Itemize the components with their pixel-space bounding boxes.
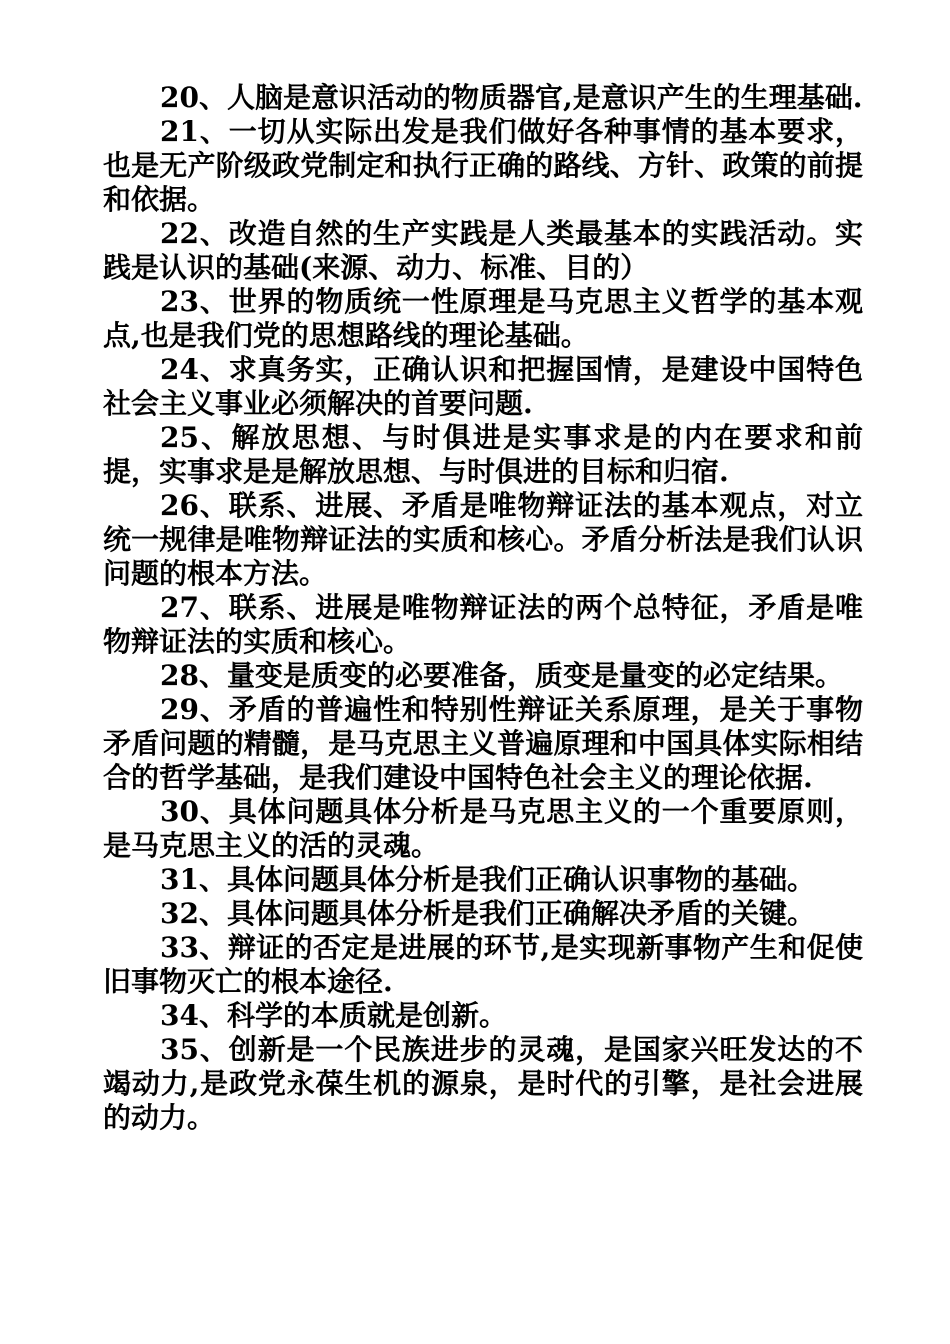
paragraph-29: 29、矛盾的普遍性和特别性辩证关系原理，是关于事物矛盾问题的精髓，是马克思主义普遍原理和中国具体实际相结合的哲学基础，是我们建设中国特色社会主义的理论依据. (103, 693, 863, 794)
paragraph-26: 26、联系、进展、矛盾是唯物辩证法的基本观点，对立统一规律是唯物辩证法的实质和核心。矛盾分析法是我们认识问题的根本方法。 (103, 489, 863, 590)
paragraph-34: 34、科学的本质就是创新。 (160, 999, 507, 1032)
paragraph-30: 30、具体问题具体分析是马克思主义的一个重要原则，是马克思主义的活的灵魂。 (103, 795, 863, 862)
paragraph-35: 35、创新是一个民族进步的灵魂，是国家兴旺发达的不竭动力,是政党永葆生机的源泉，是时代的引擎，是社会进展的动力。 (103, 1033, 863, 1134)
paragraph-20: 20、人脑是意识活动的物质器官,是意识产生的生理基础. (160, 81, 863, 114)
document-body (103, 81, 863, 1135)
paragraph-21: 21、一切从实际出发是我们做好各种事情的基本要求，也是无产阶级政党制定和执行正确的路线、方针、政策的前提和依据。 (103, 115, 863, 216)
paragraph-27: 27、联系、进展是唯物辩证法的两个总特征，矛盾是唯物辩证法的实质和核心。 (103, 591, 863, 658)
paragraph-33: 33、辩证的否定是进展的环节,是实现新事物产生和促使旧事物灭亡的根本途径. (103, 931, 863, 998)
paragraph-23: 23、世界的物质统一性原理是马克思主义哲学的基本观点,也是我们党的思想路线的理论基础。 (103, 285, 863, 352)
paragraph-31: 31、具体问题具体分析是我们正确认识事物的基础。 (160, 863, 815, 896)
paragraph-25: 25、解放思想、与时俱进是实事求是的内在要求和前提，实事求是是解放思想、与时俱进的目标和归宿. (103, 421, 863, 488)
paragraph-22: 22、改造自然的生产实践是人类最基本的实践活动。实践是认识的基础(来源、动力、标准、目的） (103, 217, 863, 284)
paragraph-24: 24、求真务实，正确认识和把握国情，是建设中国特色社会主义事业必须解决的首要问题. (103, 353, 863, 420)
paragraph-28: 28、量变是质变的必要准备，质变是量变的必定结果。 (160, 659, 843, 692)
paragraph-32: 32、具体问题具体分析是我们正确解决矛盾的关键。 (160, 897, 815, 930)
